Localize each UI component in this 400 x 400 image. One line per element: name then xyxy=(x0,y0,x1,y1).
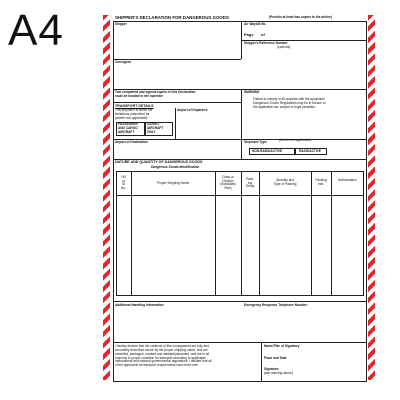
right-hatched-border xyxy=(368,15,375,380)
airport-departure-label: Airport of Departure xyxy=(177,108,208,112)
page-size-label: A4 xyxy=(8,6,64,55)
additional-handling-label: Additional Handling Information xyxy=(115,303,164,307)
dg-identification-subtitle: Dangerous Goods Identification xyxy=(151,165,200,169)
shipment-type-label: Shipment Type xyxy=(244,140,267,144)
col-proper-shipping-name-header: Proper Shipping Name xyxy=(156,181,190,185)
non-radioactive-label: NON-RADIOACTIVE xyxy=(252,148,283,153)
col-authorization-header: Authorization xyxy=(338,178,357,182)
transport-line-2: limitations prescribed for xyxy=(115,112,150,116)
col-quantity-packing-header: Quantity and Type of Packing xyxy=(273,178,297,186)
place-date-label: Place and Date xyxy=(264,356,287,360)
cargo-line-3: ONLY xyxy=(147,130,156,134)
radioactive-label: RADIOACTIVE xyxy=(299,148,321,153)
page-of-label: of xyxy=(261,32,265,37)
passenger-line-1: PASSENGER xyxy=(118,122,138,126)
col-un-id-header: UN or ID No. xyxy=(121,175,126,191)
transport-details-title: TRANSPORT DETAILS xyxy=(115,104,154,108)
nature-quantity-title: NATURE AND QUANTITY OF DANGEROUS GOODS xyxy=(115,160,203,164)
air-waybill-label: Air Waybill No. xyxy=(244,22,267,26)
copies-instruction-line-2: must be handed to the operator xyxy=(115,94,163,98)
shipment-type-delete-note: (delete non-applicable) xyxy=(279,138,312,142)
airport-destination-label: Airport of Destination xyxy=(115,140,148,144)
transport-delete-note: (delete non-applicable) xyxy=(115,116,148,120)
shipper-label: Shipper xyxy=(115,22,127,26)
emergency-phone-label: Emergency Response Telephone Number: xyxy=(244,303,308,307)
col-packing-inst-header: Packing Inst. xyxy=(315,178,327,186)
name-title-signatory-label: Name/Title of Signatory xyxy=(264,344,300,348)
warning-title: WARNING xyxy=(244,90,260,94)
see-warning-label: (see warning above) xyxy=(264,371,293,375)
warning-line-3: the applicable law, subject to legal penalties. xyxy=(253,105,316,109)
passenger-line-2: AND CARGO xyxy=(118,126,138,130)
consignee-label: Consignee xyxy=(115,60,132,64)
copies-instruction-line-1: Two completed and signed copies of this Declaration xyxy=(115,90,196,94)
shippers-reference-label: Shipper's Reference Number xyxy=(244,41,288,45)
declaration-statement: I hereby declare that the contents of this consignment are fully and accurately described above by the proper shipping name, and are classified, packaged, marked and labelled/placarded, and are in all respects in proper condition for transport according to applicable international and national governmental regulations. I declare that all of the applicable air transport requirements have been met. xyxy=(115,344,212,368)
col-packing-group-header: Pack- ing Group xyxy=(245,177,255,189)
cargo-line-1: CARGO xyxy=(147,122,159,126)
warning-line-2: Dangerous Goods Regulations may be in breach of xyxy=(253,101,326,105)
dangerous-goods-declaration-form xyxy=(113,14,367,382)
cargo-line-2: AIRCRAFT xyxy=(147,126,164,130)
passenger-line-3: AIRCRAFT xyxy=(118,130,135,134)
transport-line-1: This shipment is within the xyxy=(115,108,153,112)
form-title: SHIPPER'S DECLARATION FOR DANGEROUS GOODS xyxy=(115,15,229,20)
signature-label: Signature xyxy=(264,367,279,371)
optional-label: (optional) xyxy=(277,45,291,49)
col-class-division-header: Class or Division (Subsidiary Risk) xyxy=(220,175,236,191)
warning-line-1: Failure to comply in all respects with the applicable xyxy=(253,97,325,101)
copies-note: (Provide at least two copies to the airline) xyxy=(269,14,332,19)
page-label: Page xyxy=(244,32,254,37)
left-hatched-border xyxy=(103,15,110,380)
